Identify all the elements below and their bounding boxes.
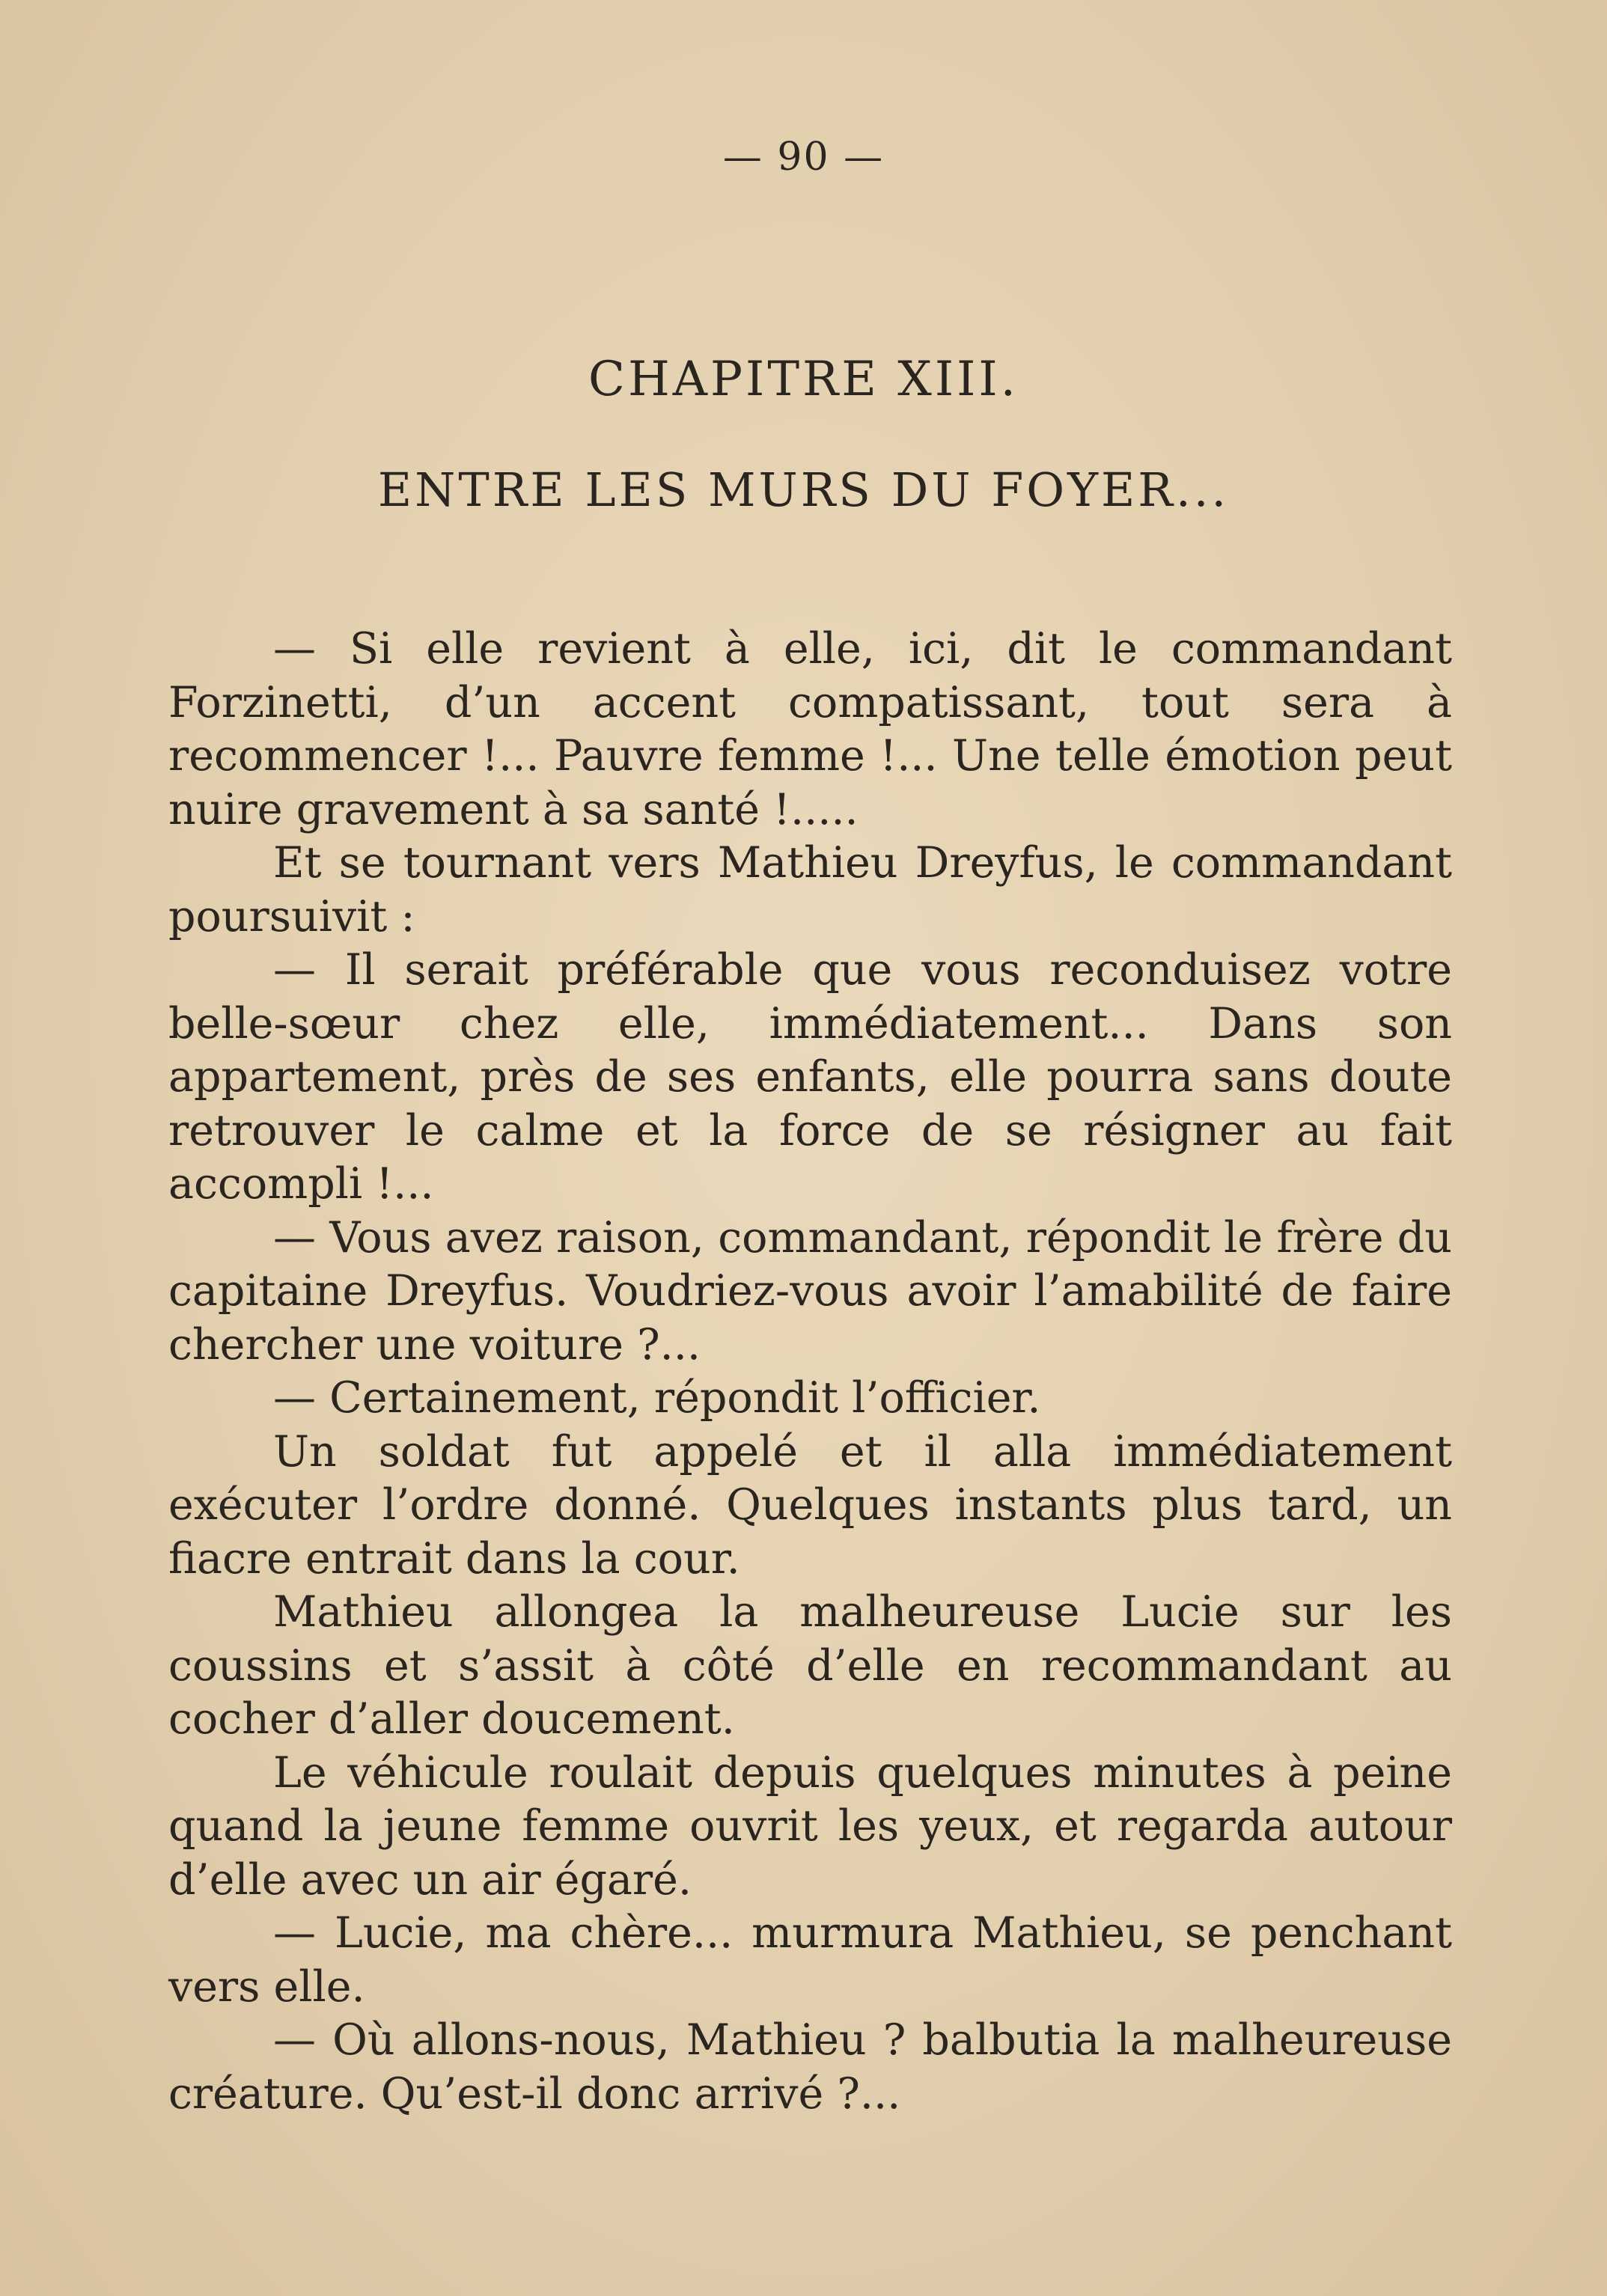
chapter-subtitle: ENTRE LES MURS DU FOYER...: [377, 462, 1230, 517]
paragraph: — Certainement, répondit l’officier.: [273, 1373, 1041, 1423]
paragraph: Un soldat fut appelé et il alla immédiatement exécuter l’ordre donné. Quelques instants plus tard, un fiacre entrait dans la cour.: [168, 1426, 1452, 1584]
paragraph: Et se tournant vers Mathieu Dreyfus, le commandant poursuivit :: [168, 838, 1452, 941]
paragraph: Mathieu allongea la malheureuse Lucie sur les coussins et s’assit à côté d’elle en recommandant au cocher d’aller doucement.: [168, 1587, 1452, 1744]
paragraph: — Si elle revient à elle, ici, dit le commandant Forzinetti, d’un accent compatissant, tout sera à recommencer !... Pauvre femme !... Une telle émotion peut nuire gravement à sa santé !.....: [168, 624, 1452, 834]
paragraph: — Lucie, ma chère... murmura Mathieu, se penchant vers elle.: [168, 1908, 1452, 2012]
chapter-title: CHAPITRE XIII.: [588, 352, 1019, 407]
page-number: — 90 —: [722, 135, 885, 180]
body-text: [168, 623, 1452, 2121]
paragraph: Le véhicule roulait depuis quelques minutes à peine quand la jeune femme ouvrit les yeux, et regarda autour d’elle avec un air égaré.: [168, 1747, 1452, 1905]
paragraph: — Vous avez raison, commandant, répondit le frère du capitaine Dreyfus. Voudriez-vous avoir l’amabilité de faire chercher une voiture ?...: [168, 1212, 1452, 1370]
paragraph: — Il serait préférable que vous reconduisez votre belle-sœur chez elle, immédiatement... Dans son appartement, près de ses enfants, elle pourra sans doute retrouver le calme et la force de se résigner au fait accompli !...: [168, 945, 1452, 1209]
paragraph: — Où allons-nous, Mathieu ? balbutia la malheureuse créature. Qu’est-il donc arrivé ?...: [168, 2015, 1452, 2119]
